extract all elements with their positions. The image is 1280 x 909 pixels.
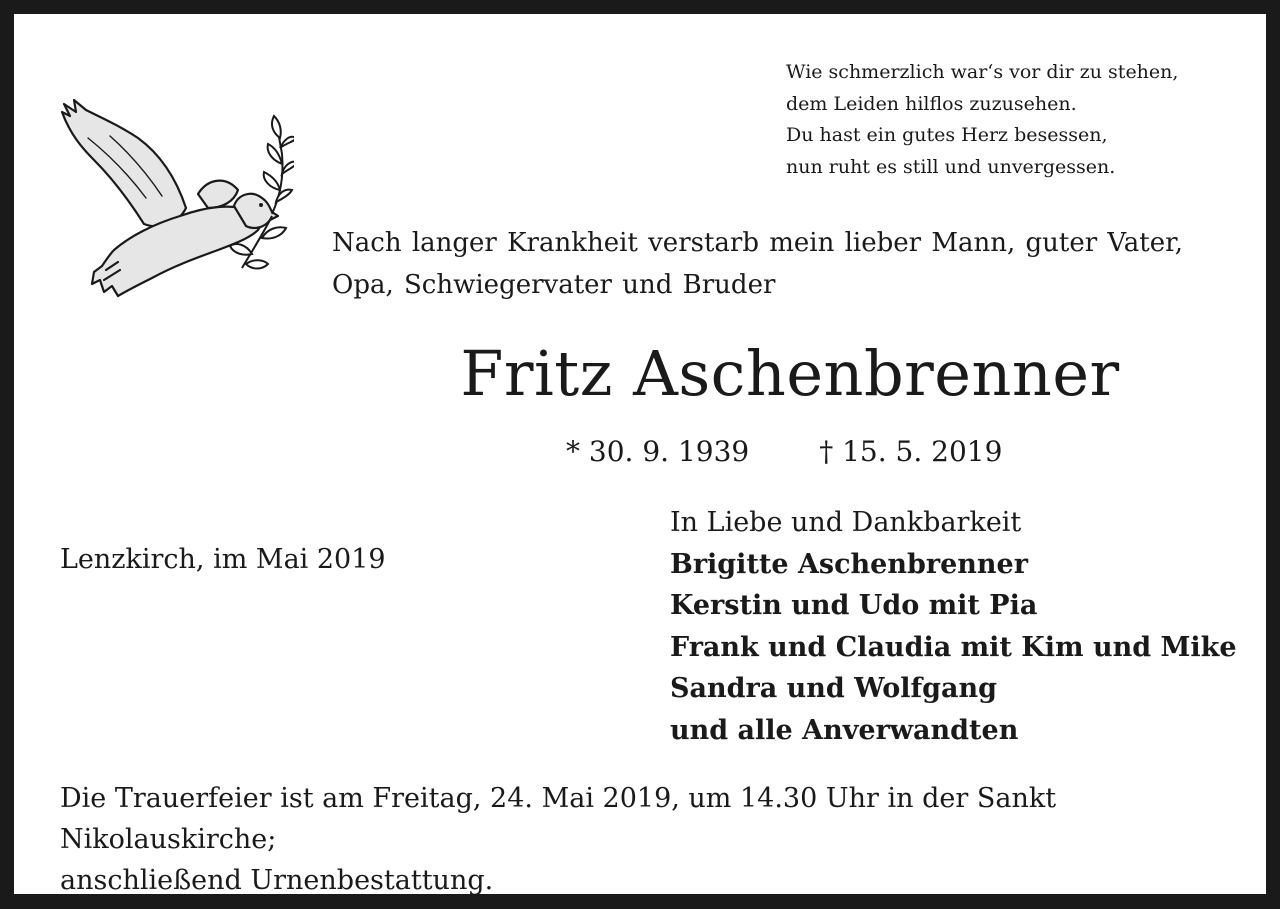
poem-line: nun ruht es still und unvergessen. (786, 155, 1116, 178)
death-date: † 15. 5. 2019 (819, 435, 1003, 468)
mourner-name: Brigitte Aschenbrenner (670, 548, 1028, 580)
life-dates (566, 434, 1002, 470)
dove-with-olive-branch-icon (58, 98, 294, 308)
funeral-line: Die Trauerfeier ist am Freitag, 24. Mai 2019, um 14.30 Uhr in der Sankt Nikolauskirche; (60, 783, 1057, 855)
funeral-info (60, 778, 1230, 894)
poem-line: Du hast ein gutes Herz besessen, (786, 124, 1108, 146)
poem-line: dem Leiden hilflos zuzusehen. (786, 92, 1077, 115)
mourner-name: Frank und Claudia mit Kim und Mike (670, 631, 1237, 663)
mourners-preamble: In Liebe und Dankbarkeit (670, 507, 1022, 538)
deceased-name: Fritz Aschenbrenner (460, 337, 1120, 410)
birth-date: * 30. 9. 1939 (566, 435, 750, 468)
intro-text (332, 222, 1220, 306)
mourner-name: Sandra und Wolfgang (670, 673, 998, 704)
intro-line: Opa, Schwiegervater und Bruder (332, 270, 776, 300)
mourner-name: Kerstin und Udo mit Pia (670, 590, 1038, 621)
obituary-notice (14, 14, 1266, 894)
place-and-date: Lenzkirch, im Mai 2019 (60, 544, 386, 575)
poem-line: Wie schmerzlich war‘s vor dir zu stehen, (786, 61, 1179, 83)
funeral-line: anschließend Urnenbestattung. (60, 865, 494, 894)
mourner-name: und alle Anverwandten (670, 714, 1019, 746)
intro-line: Nach langer Krankheit verstarb mein lieber Mann, guter Vater, (332, 228, 1183, 258)
mourners-list (670, 502, 1237, 751)
poem (786, 57, 1178, 183)
